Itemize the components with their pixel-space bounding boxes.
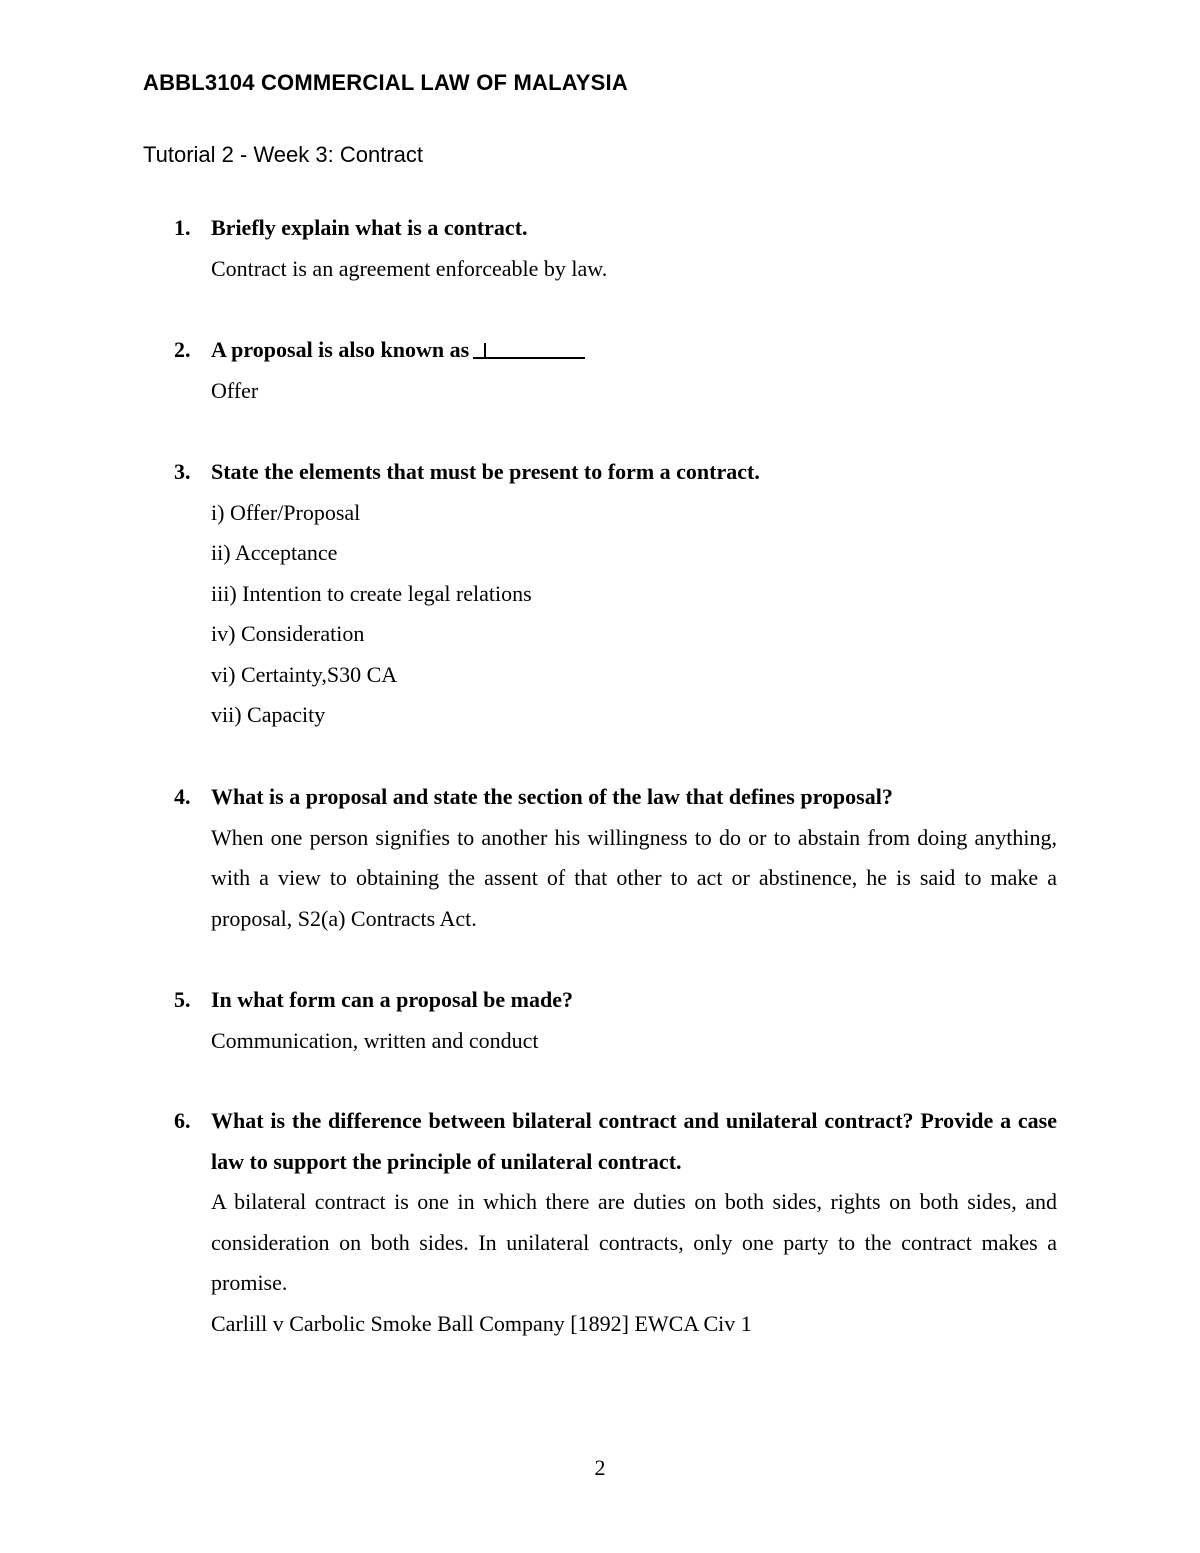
- case-citation: Carlill v Carbolic Smoke Ball Company [1892] EWCA Civ 1: [211, 1310, 752, 1336]
- answer-blank: [473, 335, 585, 359]
- question-text: Briefly explain what is a contract.: [211, 215, 528, 240]
- element-list-item: iv) Consideration: [211, 621, 365, 646]
- question-text-row: [211, 330, 1057, 371]
- answer-text: A bilateral contract is one in which there are duties on both sides, rights on both sides, and consideration on both sides. In unilateral contracts, only one party to the contract makes a promise.: [211, 1189, 1057, 1295]
- element-list-item: vii) Capacity: [211, 702, 326, 727]
- question-text: A proposal is also known as: [211, 337, 470, 362]
- question-body: [211, 330, 1057, 411]
- question-body: [211, 980, 1057, 1061]
- question-text: What is the difference between bilateral contract and unilateral contract? Provide a case law to support the principle of unilateral contract.: [211, 1108, 1057, 1174]
- question-body: [211, 777, 1057, 939]
- question-body: [211, 208, 1057, 289]
- question-text: What is a proposal and state the section of the law that defines proposal?: [211, 784, 893, 809]
- page-number: 2: [594, 1455, 606, 1480]
- question-number: 1.: [174, 215, 191, 240]
- course-title: ABBL3104 COMMERCIAL LAW OF MALAYSIA: [143, 70, 628, 95]
- element-list-item: vi) Certainty,S30 CA: [211, 661, 398, 687]
- question-number: 6.: [174, 1108, 191, 1133]
- cursor-mark: [484, 343, 486, 357]
- question-number: 2.: [174, 337, 191, 362]
- question-body: [211, 1101, 1057, 1344]
- question-body: [211, 452, 1057, 736]
- question-text: In what form can a proposal be made?: [211, 987, 574, 1012]
- question-text: State the elements that must be present to form a contract.: [211, 459, 760, 484]
- answer-text: Offer: [211, 377, 259, 403]
- element-list-item: iii) Intention to create legal relations: [211, 580, 532, 606]
- answer-text: When one person signifies to another his willingness to do or to abstain from doing anything, with a view to obtaining the assent of that other to act or abstinence, he is said to make a proposal, S2(a) Contracts Act.: [211, 824, 1057, 931]
- question-number: 5.: [174, 987, 191, 1012]
- element-list-item: ii) Acceptance: [211, 540, 338, 565]
- answer-text: Contract is an agreement enforceable by law.: [211, 255, 608, 281]
- question-number: 3.: [174, 459, 191, 484]
- element-list-item: i) Offer/Proposal: [211, 499, 361, 525]
- tutorial-title: Tutorial 2 - Week 3: Contract: [143, 142, 423, 167]
- question-number: 4.: [174, 784, 191, 809]
- answer-text: Communication, written and conduct: [211, 1027, 539, 1053]
